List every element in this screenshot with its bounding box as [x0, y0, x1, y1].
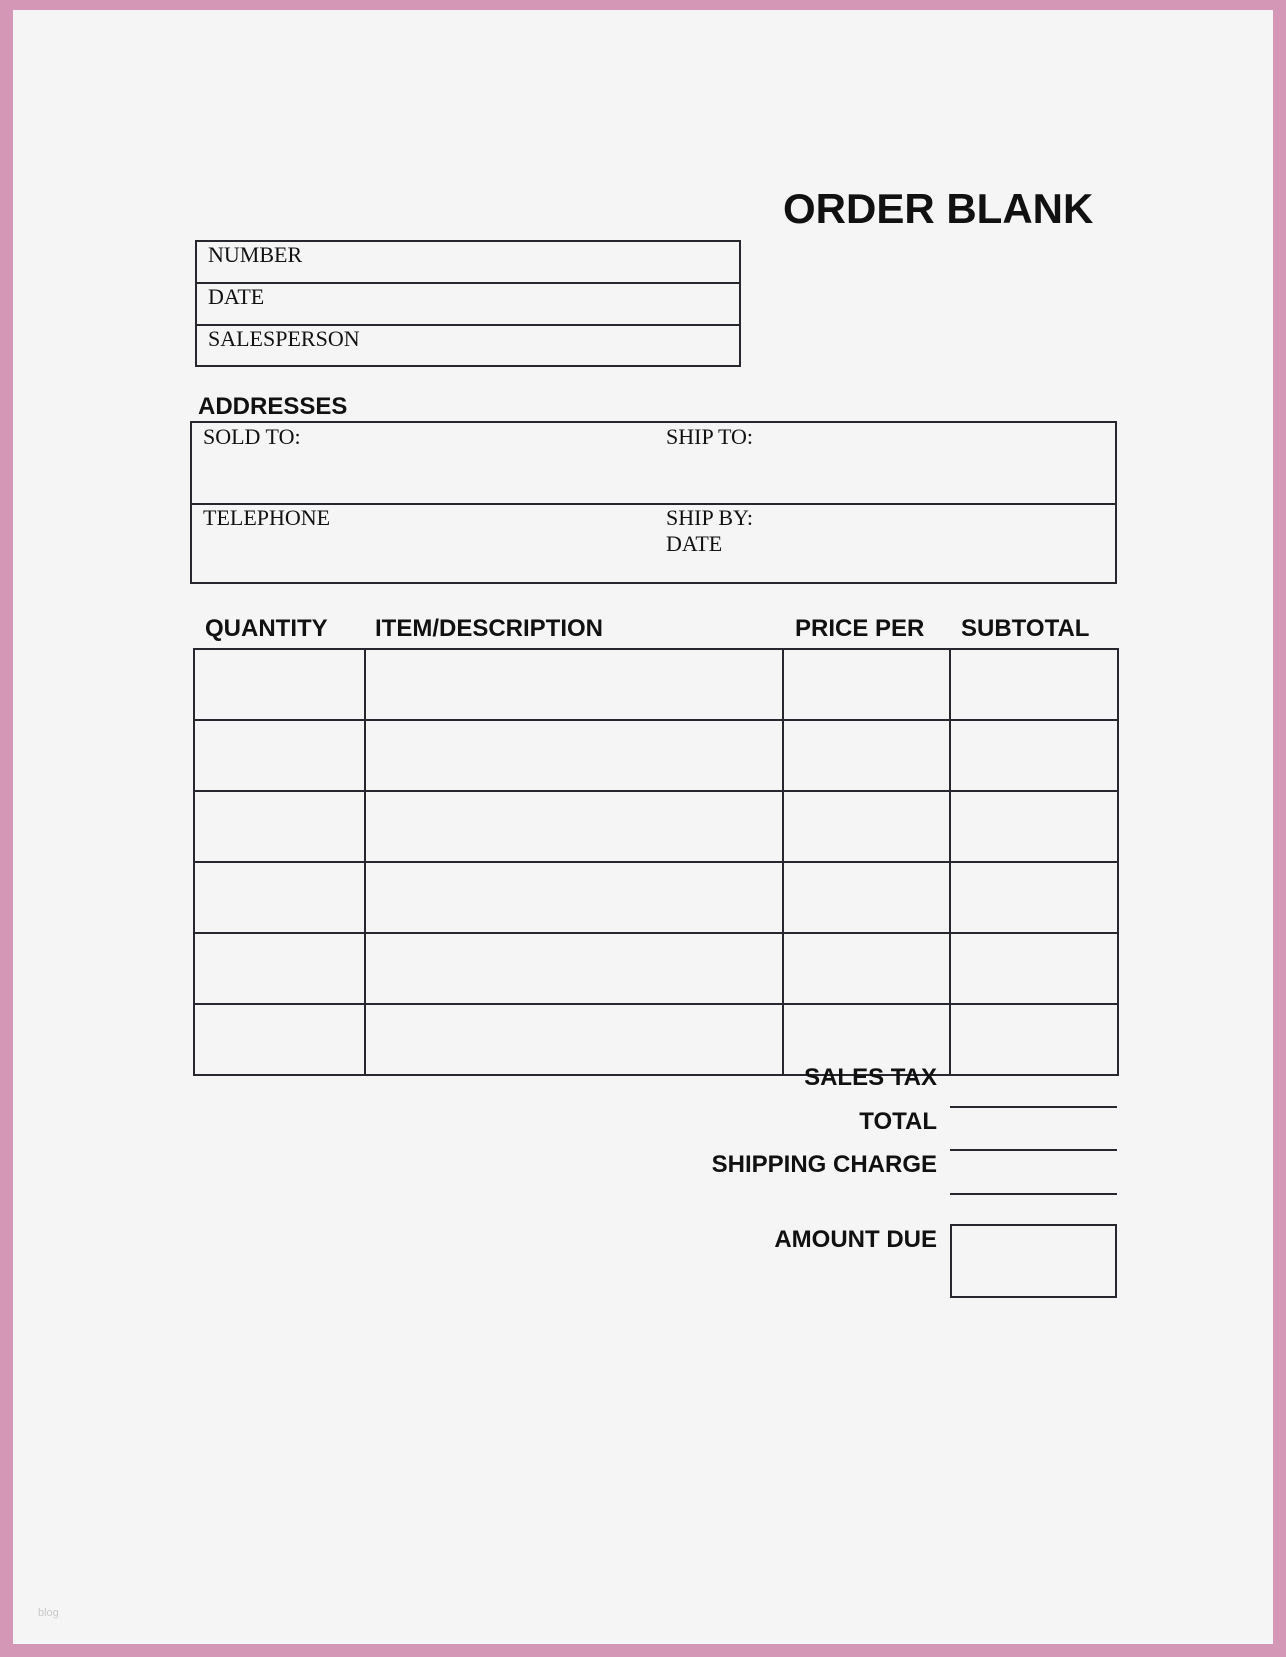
- items-table: [193, 648, 1119, 1076]
- date-label: DATE: [208, 284, 265, 309]
- amount-due-field[interactable]: [950, 1224, 1117, 1298]
- total-label: TOTAL: [859, 1108, 937, 1135]
- table-row: [194, 720, 1118, 791]
- total-field[interactable]: [950, 1149, 1117, 1151]
- quantity-cell[interactable]: [194, 791, 365, 862]
- subtotal-cell[interactable]: [950, 720, 1118, 791]
- shipping-charge-field[interactable]: [950, 1193, 1117, 1195]
- sold-to-label: SOLD TO:: [203, 424, 301, 449]
- ship-to-label: SHIP TO:: [666, 424, 754, 449]
- description-cell[interactable]: [365, 1004, 783, 1075]
- number-label: NUMBER: [208, 242, 303, 267]
- subtotal-cell[interactable]: [950, 862, 1118, 933]
- telephone-label: TELEPHONE: [203, 505, 331, 530]
- quantity-cell[interactable]: [194, 649, 365, 720]
- price-per-header: PRICE PER: [795, 615, 925, 642]
- price-cell[interactable]: [783, 791, 950, 862]
- description-cell[interactable]: [365, 862, 783, 933]
- ship-by-label: SHIP BY:: [666, 505, 754, 530]
- subtotal-cell[interactable]: [950, 1004, 1118, 1075]
- subtotal-cell[interactable]: [950, 791, 1118, 862]
- table-row: [194, 1004, 1118, 1075]
- addresses-box: [190, 421, 1117, 584]
- subtotal-header: SUBTOTAL: [961, 615, 1090, 642]
- subtotal-cell[interactable]: [950, 933, 1118, 1004]
- table-row: [194, 862, 1118, 933]
- sales-tax-field[interactable]: [950, 1106, 1117, 1108]
- price-cell[interactable]: [783, 933, 950, 1004]
- shipping-charge-label: SHIPPING CHARGE: [711, 1151, 937, 1178]
- price-cell[interactable]: [783, 862, 950, 933]
- description-cell[interactable]: [365, 933, 783, 1004]
- quantity-cell[interactable]: [194, 1004, 365, 1075]
- table-row: [194, 791, 1118, 862]
- price-cell[interactable]: [783, 720, 950, 791]
- price-cell[interactable]: [783, 649, 950, 720]
- quantity-cell[interactable]: [194, 720, 365, 791]
- amount-due-label: AMOUNT DUE: [774, 1226, 937, 1253]
- table-row: [194, 933, 1118, 1004]
- watermark-text: blog: [38, 1607, 59, 1619]
- form-title: ORDER BLANK: [783, 185, 1094, 232]
- description-cell[interactable]: [365, 720, 783, 791]
- salesperson-field[interactable]: [197, 326, 739, 368]
- addresses-heading: ADDRESSES: [198, 393, 348, 420]
- quantity-cell[interactable]: [194, 862, 365, 933]
- quantity-header: QUANTITY: [205, 615, 328, 642]
- description-cell[interactable]: [365, 649, 783, 720]
- ship-by-date-label: DATE: [666, 531, 723, 556]
- info-box: [195, 240, 741, 367]
- number-field[interactable]: [197, 242, 739, 284]
- salesperson-label: SALESPERSON: [208, 326, 360, 351]
- subtotal-cell[interactable]: [950, 649, 1118, 720]
- description-cell[interactable]: [365, 791, 783, 862]
- date-field[interactable]: [197, 284, 739, 326]
- item-description-header: ITEM/DESCRIPTION: [375, 615, 604, 642]
- quantity-cell[interactable]: [194, 933, 365, 1004]
- addresses-divider: [192, 503, 1115, 505]
- sales-tax-label: SALES TAX: [804, 1064, 937, 1091]
- table-row: [194, 649, 1118, 720]
